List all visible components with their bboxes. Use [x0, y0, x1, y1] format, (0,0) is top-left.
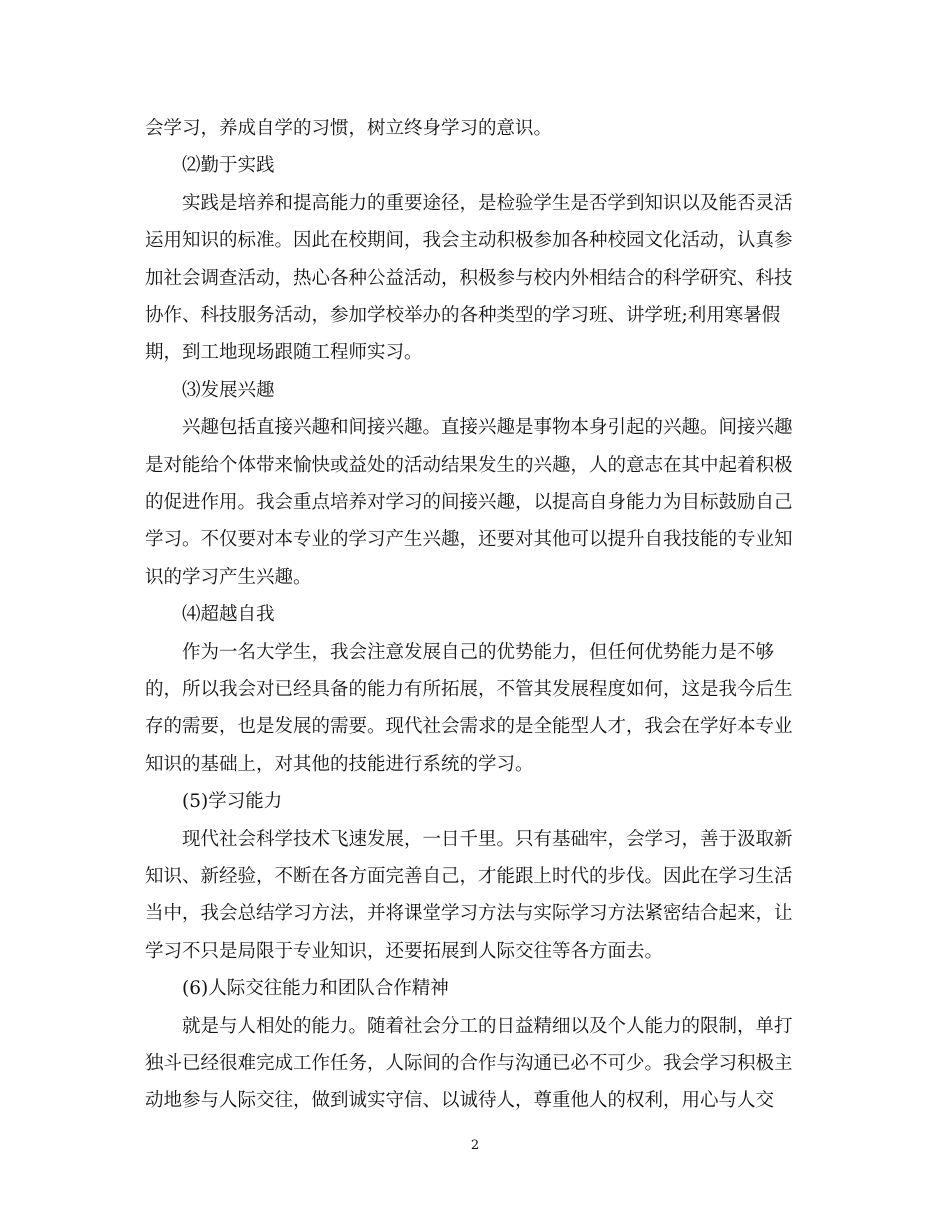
text-line: 兴趣包括直接兴趣和间接兴趣。直接兴趣是事物本身引起的兴趣。间接兴趣: [182, 417, 793, 438]
section-heading-practice: ⑵勤于实践: [182, 155, 275, 176]
section-heading-interest: ⑶发展兴趣: [182, 380, 275, 401]
text-line: 作为一名大学生，我会注意发展自己的优势能力，但任何优势能力是不够: [182, 642, 775, 663]
text-line: 运用知识的标准。因此在校期间，我会主动积极参加各种校园文化活动，认真参: [145, 230, 793, 251]
page-number: 2: [470, 1138, 480, 1153]
text-line: 存的需要，也是发展的需要。现代社会需求的是全能型人才，我会在学好本专业: [145, 716, 793, 737]
text-line: 会学习，养成自学的习惯，树立终身学习的意识。: [145, 118, 553, 139]
text-line: 动地参与人际交往，做到诚实守信、以诚待人，尊重他人的权利，用心与人交: [145, 1090, 775, 1111]
text-line: 是对能给个体带来愉快或益处的活动结果发生的兴趣，人的意志在其中起着积极: [145, 455, 793, 476]
text-line: 学习不只是局限于专业知识，还要拓展到人际交往等各方面去。: [145, 941, 664, 962]
text-line: 实践是培养和提高能力的重要途径，是检验学生是否学到知识以及能否灵活: [182, 193, 793, 214]
text-line: 知识、新经验，不断在各方面完善自己，才能跟上时代的步伐。因此在学习生活: [145, 866, 793, 887]
text-line: 识的学习产生兴趣。: [145, 567, 312, 588]
text-line: 就是与人相处的能力。随着社会分工的日益精细以及个人能力的限制，单打: [182, 1016, 793, 1037]
section-heading-teamwork: (6)人际交往能力和团队合作精神: [182, 978, 449, 999]
section-heading-surpass: ⑷超越自我: [182, 604, 275, 625]
text-line: 学习。不仅要对本专业的学习产生兴趣，还要对其他可以提升自我技能的专业知: [145, 529, 793, 550]
text-line: 加社会调查活动，热心各种公益活动，积极参与校内外相结合的科学研究、科技: [145, 268, 793, 289]
section-heading-learning: (5)学习能力: [182, 791, 283, 812]
text-line: 的促进作用。我会重点培养对学习的间接兴趣，以提高自身能力为目标鼓励自己: [145, 492, 793, 513]
text-line: 知识的基础上，对其他的技能进行系统的学习。: [145, 754, 534, 775]
text-line: 的，所以我会对已经具备的能力有所拓展，不管其发展程度如何，这是我今后生: [145, 679, 793, 700]
text-line: 当中，我会总结学习方法，并将课堂学习方法与实际学习方法紧密结合起来，让: [145, 903, 793, 924]
text-line: 现代社会科学技术飞速发展，一日千里。只有基础牢，会学习，善于汲取新: [182, 829, 793, 850]
text-line: 独斗已经很难完成工作任务，人际间的合作与沟通已必不可少。我会学习积极主: [145, 1053, 793, 1074]
text-line: 期，到工地现场跟随工程师实习。: [145, 342, 423, 363]
text-line: 协作、科技服务活动，参加学校举办的各种类型的学习班、讲学班;利用寒暑假: [145, 305, 781, 326]
